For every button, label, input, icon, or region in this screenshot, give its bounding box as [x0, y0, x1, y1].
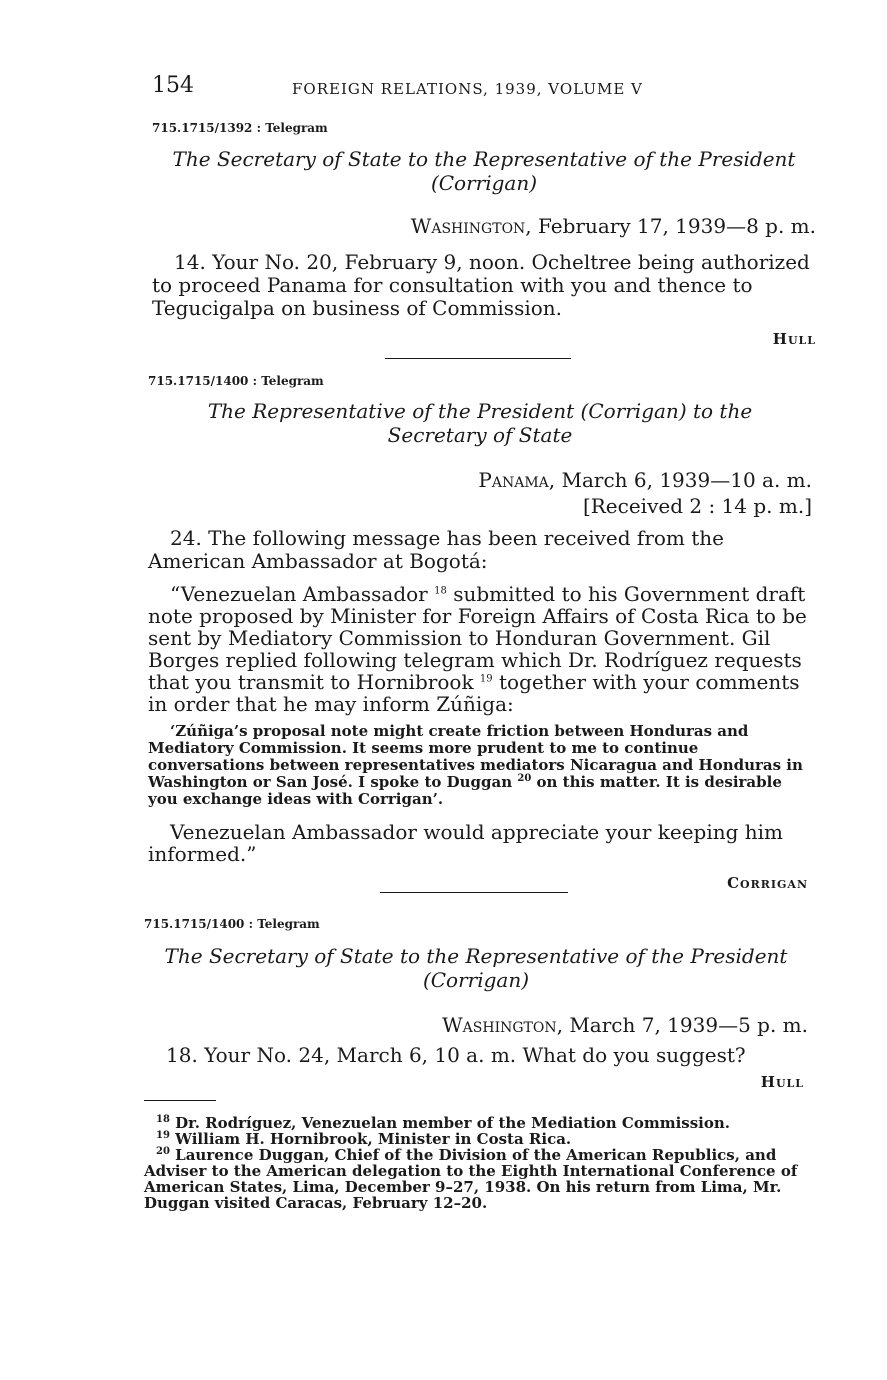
doc3-signature: Hull [760, 1073, 804, 1091]
footnote-number: 19 [156, 1130, 170, 1141]
doc3-title-line2: (Corrigan) [422, 968, 530, 992]
doc3-dateline-place: Washington [442, 1013, 557, 1037]
footnote-text: William H. Hornibrook, Minister in Costa Rica. [175, 1130, 572, 1148]
footnote-ref-18: 18 [434, 585, 447, 597]
footnote-number: 20 [156, 1146, 170, 1157]
doc2-received: [Received 2 : 14 p. m.] [582, 494, 812, 518]
doc2-quote [148, 583, 812, 715]
doc2-dateline-place: Panama [478, 468, 549, 492]
footnote-20 [144, 1147, 808, 1211]
running-title: FOREIGN RELATIONS, 1939, VOLUME V [292, 80, 643, 98]
doc1-title [152, 147, 816, 195]
doc1-body: 14. Your No. 20, February 9, noon. Ocheltree being authorized to proceed Panama for consultation with you and thence to Tegucigalpa on business of Commission. [152, 250, 810, 320]
footnote-number: 18 [156, 1114, 170, 1125]
inner-quote-part2: on this matter. It is desirable you exchange ideas with Corrigan’. [148, 773, 782, 808]
footnote-ref-20: 20 [517, 773, 532, 784]
doc1-signature: Hull [772, 330, 816, 348]
doc1-dateline-place: Washington [410, 214, 526, 238]
doc3-title-line1: The Secretary of State to the Representative of the President [164, 944, 788, 968]
doc1-dateline [152, 214, 816, 238]
doc2-title [148, 399, 812, 447]
section-divider [380, 892, 568, 893]
doc2-dateline-rest: , March 6, 1939—10 a. m. [548, 468, 812, 492]
inner-quote-part1: ‘Zúñiga’s proposal note might create friction between Honduras and Mediatory Commission. It seems more prudent to me to continue conversations between representatives mediators Nicaragua and Honduras in Washington or San José. I spoke to Duggan [148, 722, 803, 791]
doc1-file-ref: 715.1715/1392 : Telegram [152, 121, 328, 135]
doc2-title-line1: The Representative of the President (Corrigan) to the [207, 399, 753, 423]
footnote-rule [144, 1100, 216, 1101]
footnote-text: Laurence Duggan, Chief of the Division of the American Republics, and Adviser to the American delegation to the Eighth International Conference of American States, Lima, December 9–27, 1938. On his return from Lima, Mr. Duggan visited Caracas, February 12–20. [144, 1146, 798, 1212]
quote-part2: submitted to his Government draft note proposed by Minister for Foreign Affairs of Costa Rica to be sent by Mediatory Commission to Honduran Government. Gil Borges replied following telegram which Dr. Rodríguez requests that you transmit to Hornibrook [148, 582, 807, 694]
doc2-inner-quote [148, 723, 812, 808]
doc2-body: 24. The following message has been received from the American Ambassador at Bogotá: [148, 526, 725, 573]
footnote-text: Dr. Rodríguez, Venezuelan member of the Mediation Commission. [175, 1114, 731, 1132]
doc3-dateline-rest: , March 7, 1939—5 p. m. [556, 1013, 808, 1037]
page-number: 154 [152, 73, 194, 98]
doc3-file-ref: 715.1715/1400 : Telegram [144, 917, 320, 931]
quote-part1: “Venezuelan Ambassador [170, 582, 428, 606]
doc3-dateline [144, 1013, 808, 1037]
doc2-title-line2: Secretary of State [387, 423, 573, 447]
doc2-closing: Venezuelan Ambassador would appreciate your keeping him informed.” [148, 820, 784, 866]
footnotes [144, 1115, 808, 1211]
quote-part3: together with your comments in order that he may inform Zúñiga: [148, 670, 800, 716]
doc2-signature: Corrigan [727, 874, 808, 892]
doc2-file-ref: 715.1715/1400 : Telegram [148, 374, 324, 388]
doc1-title-line1: The Secretary of State to the Representative of the President [172, 147, 796, 171]
footnote-18 [144, 1115, 808, 1131]
doc1-dateline-rest: , February 17, 1939—8 p. m. [525, 214, 816, 238]
footnote-19 [144, 1131, 808, 1147]
section-divider [385, 358, 571, 359]
footnote-ref-19: 19 [479, 673, 493, 685]
doc3-body: 18. Your No. 24, March 6, 10 a. m. What do you suggest? [166, 1043, 746, 1067]
doc3-title [144, 944, 808, 992]
doc2-dateline [148, 468, 812, 492]
doc1-title-line2: (Corrigan) [430, 171, 538, 195]
